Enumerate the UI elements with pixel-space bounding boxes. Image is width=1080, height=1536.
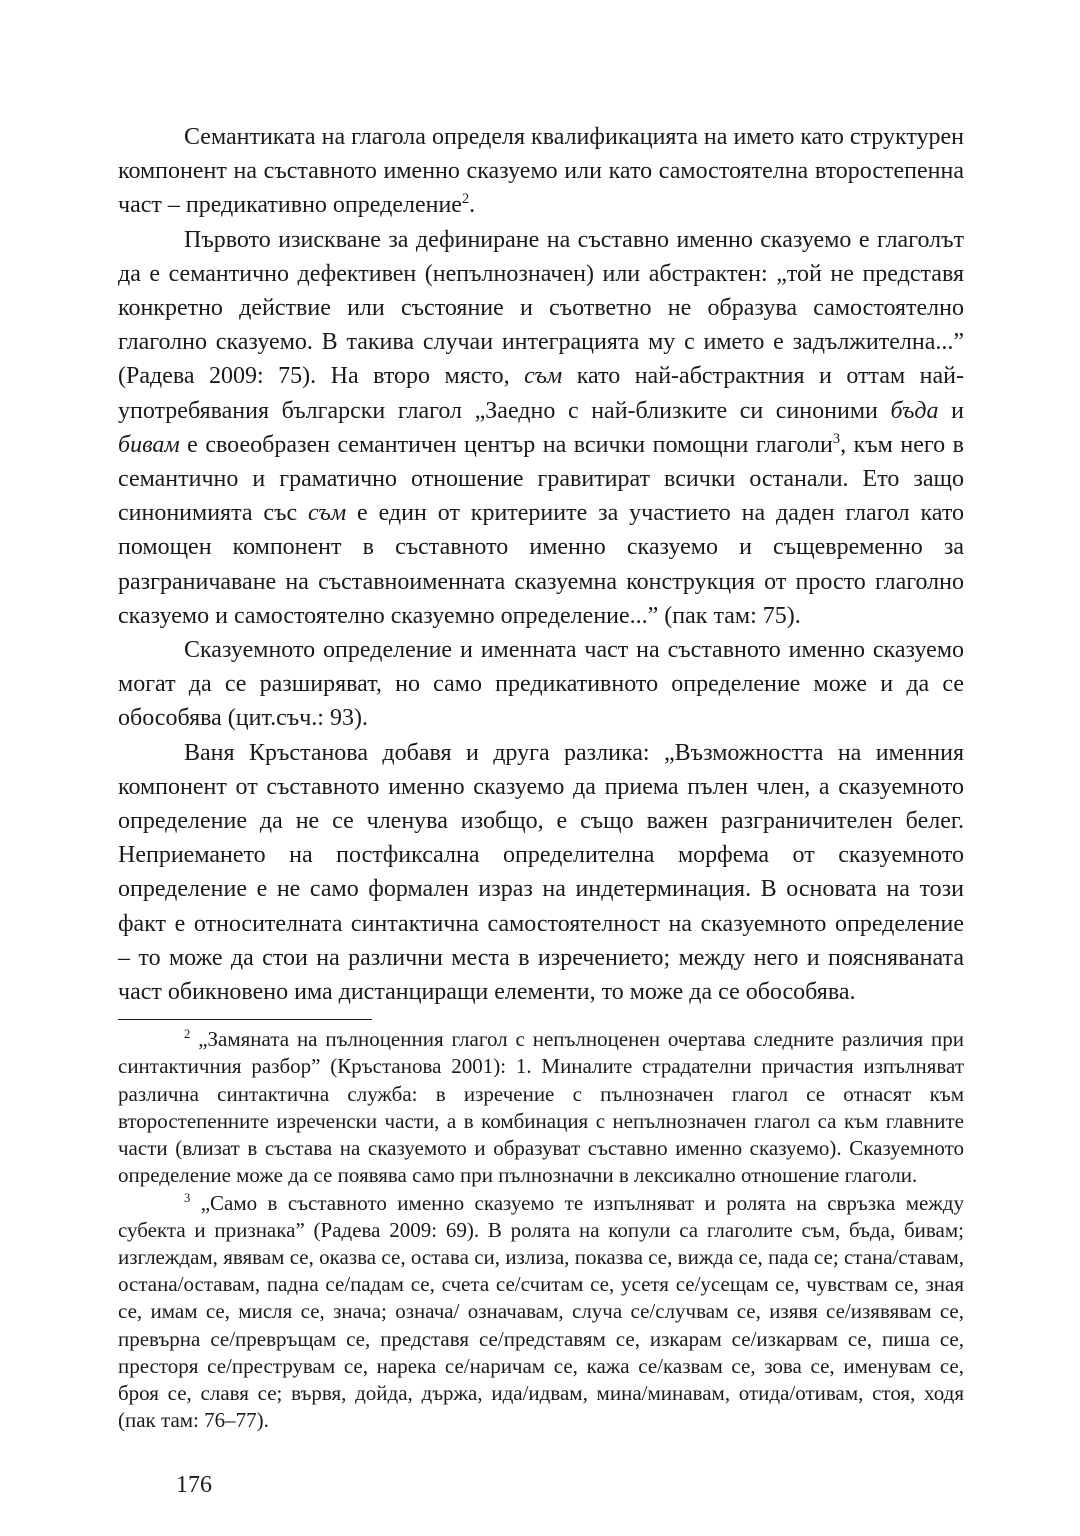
footnote-number: 2 [184,1027,191,1042]
paragraph-4: Ваня Кръстанова добавя и друга разлика: „Възможността на именния компонент от съставното именно сказуемо да приема пълен член, а сказуемното определение да не се членува изобщо, е също важен разграничителен белег. Неприемането на постфиксална определителна морфема от сказуемното определение е не само формален израз на индетерминация. В основата на този факт е относителната синтактична самостоятелност на сказуемното определение – то може да стои на различни места в изречението; между него и поясняваната част обикновено има дистанциращи елементи, то може да се обособява. [118,739,964,1006]
paragraph-2: Първото изискване за дефиниране на съставно именно сказуемо е глаголът да е семантично дефективен (непълнозначен) или абстрактен: „той не представя конкретно действие или състояние и съответно не образува самостоятелно глаголно сказуемо. В такива случаи интеграцията му с името е задължителна...” (Радева 2009: 75). На второ място, съм като най-абстрактния и оттам най-употребявания български глагол „Заедно с най-близките си синоними бъда и бивам е своеобразен семантичен център на всички помощни глаголи$^3$, към него в семантично и граматично отношение гравитират всички останали. Ето защо синонимията със съм е един от критериите за участието на даден глагол като помощен компонент в съставното именно сказуемо и същевременно за разграничаване на съставноименната сказуемна конструкция от просто глаголно сказуемо и самостоятелно сказуемно определение...” (пак там: 75). [118,226,965,629]
footnotes [118,1026,964,1434]
footnote-2: $^2$ „Замяната на пълноценния глагол с непълноценен очертава следните различия при синтактичния разбор” (Кръстанова 2001): 1. Миналите страдателни причастия изпълняват различна синтактична служба: в изречение с пълнозначен глагол се отнасят към второстепенните изреченски части, а в комбинация с непълнозначен глагол са към главните части (влизат в състава на сказуемото и образуват съставно именно сказуемо). Сказуемното определение може да се появява само при пълнозначни в лексикално отношение глаголи. [118,1027,965,1188]
main-text [118,120,964,1009]
paragraph-1: Семантиката на глагола определя квалификацията на името като структурен компонент на съставното именно сказуемо или като самостоятелна второстепенна част – предикативно определение$^2$. [118,124,964,219]
page-number: 176 [176,1472,212,1498]
footnote-3: $^3$ „Само в съставното именно сказуемо те изпълняват и ролята на свръзка между субекта и признака” (Радева 2009: 69). В ролята на копули са глаголите съм, бъда, бивам; изглеждам, явявам се, оказва се, остава си, излиза, показва се, вижда се, пада се; стана/ставам, остана/оставам, падна се/падам се, счета се/считам се, усетя се/усещам се, чувствам се, зная се, имам се, мисля се, знача; означа/ означавам, случа се/случвам се, изявя се/изявявам се, превърна се/превръщам се, представя се/представям се, изкарам се/изкарвам се, пиша се, престоря се/преструвам се, нарека се/наричам се, кажа се/казвам се, зова се, именувам се, броя се, славя се; вървя, дойда, държа, ида/идвам, мина/минавам, отида/отивам, стоя, ходя (пак там: 76–77). [118,1190,964,1433]
footnote-divider [118,1019,372,1020]
footnote-ref-3[interactable]: 3 [832,430,841,447]
footnote-ref-2[interactable]: 2 [461,191,470,208]
footnote-number: 3 [184,1190,191,1205]
paragraph-3: Сказуемното определение и именната част на съставното именно сказуемо могат да се разширяват, но само предикативното определение може и да се обособява (цит.съч.: 93). [118,637,964,732]
page [118,120,964,1434]
